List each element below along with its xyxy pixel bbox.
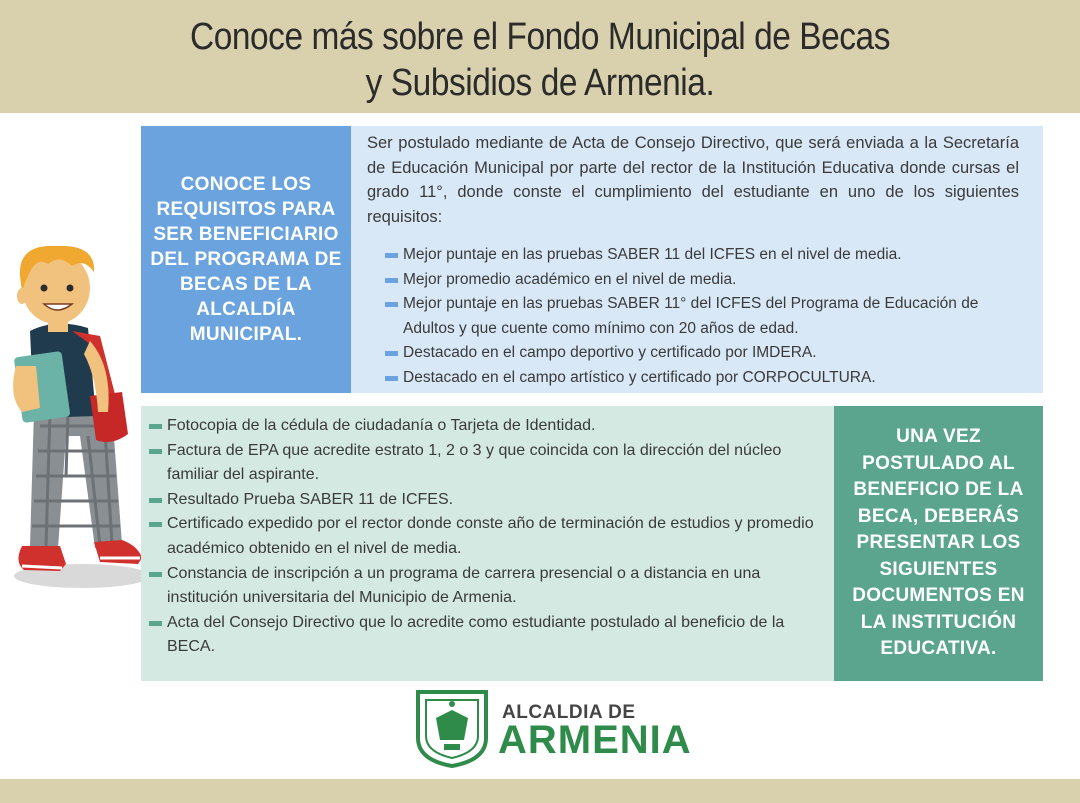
list-item-text: Destacado en el campo artístico y certificado por CORPOCULTURA.	[403, 368, 876, 386]
bullet-icon	[385, 278, 398, 283]
bullet-icon	[385, 376, 398, 381]
list-item	[149, 488, 814, 513]
shield-icon	[418, 692, 486, 766]
bullet-icon	[385, 351, 398, 356]
requisitos-intro: Ser postulado mediante de Acta de Consejo Directivo, que será enviada a la Secretaría de Educación Municipal por parte del rector de la Institución Educativa donde cursas el grado 11°, donde conste el cumplimiento del estudiante en uno de los siguientes requisitos:	[367, 134, 1019, 226]
logo-line2: ARMENIA	[498, 718, 692, 762]
list-item	[385, 341, 1019, 366]
list-item	[149, 414, 814, 439]
bullet-icon	[149, 522, 162, 527]
list-item-text: Factura de EPA que acredite estrato 1, 2 o 3 y que coincida con la dirección del núcleo familiar del aspirante.	[167, 441, 782, 484]
requisitos-title: CONOCE LOS REQUISITOS PARA SER BENEFICIARIO DEL PROGRAMA DE BECAS DE LA ALCALDÍA MUNICIPAL.	[150, 174, 342, 345]
requisitos-title-box	[141, 126, 351, 393]
list-item	[385, 243, 1019, 268]
bullet-icon	[149, 424, 162, 429]
list-item-text: Constancia de inscripción a un programa de carrera presencial o a distancia en una institución universitaria del Municipio de Armenia.	[167, 564, 761, 607]
list-item-text: Certificado expedido por el rector donde conste año de terminación de estudios y promedio académico obtenido en el nivel de media.	[167, 515, 814, 557]
header-banner	[0, 0, 1080, 113]
list-item-text: Resultado Prueba SABER 11 de ICFES.	[167, 490, 454, 508]
list-item-text: Mejor promedio académico en el nivel de media.	[403, 270, 737, 288]
list-item	[149, 439, 814, 488]
bullet-icon	[385, 302, 398, 307]
list-item	[149, 512, 814, 561]
list-item	[385, 268, 1019, 293]
requisitos-list	[385, 243, 1019, 390]
student-illustration	[0, 236, 150, 591]
page-title	[65, 0, 1015, 106]
postulado-text: UNA VEZ POSTULADO AL BENEFICIO DE LA BECA, DEBERÁS PRESENTAR LOS SIGUIENTES DOCUMENTOS EN LA INSTITUCIÓN EDUCATIVA.	[852, 426, 1025, 660]
list-item-text: Mejor puntaje en las pruebas SABER 11° del ICFES del Programa de Educación de Adultos y que cuente como mínimo con 20 años de edad.	[403, 295, 979, 337]
list-item	[385, 366, 1019, 391]
requisitos-body-box	[351, 126, 1043, 393]
footer-bar	[0, 779, 1080, 803]
bullet-icon	[385, 253, 398, 258]
list-item-text: Fotocopia de la cédula de ciudadanía o Tarjeta de Identidad.	[167, 417, 596, 434]
page-title-line2: y Subsidios de Armenia.	[365, 62, 715, 104]
list-item-text: Acta del Consejo Directivo que lo acredite como estudiante postulado al beneficio de la BECA.	[167, 613, 785, 656]
bullet-icon	[149, 572, 162, 577]
bullet-icon	[149, 621, 162, 626]
documentos-list	[149, 414, 814, 660]
documentos-box	[141, 406, 834, 681]
page-title-line1: Conoce más sobre el Fondo Municipal de Becas	[189, 16, 890, 58]
list-item	[149, 562, 814, 611]
list-item-text: Destacado en el campo deportivo y certificado por IMDERA.	[403, 344, 817, 361]
postulado-box	[834, 406, 1043, 681]
logo-line1: ALCALDIA DE	[502, 702, 636, 723]
bullet-icon	[149, 498, 162, 503]
list-item	[149, 611, 814, 660]
bullet-icon	[149, 449, 162, 454]
list-item-text: Mejor puntaje en las pruebas SABER 11 del ICFES en el nivel de media.	[403, 246, 902, 263]
list-item	[385, 292, 1019, 341]
